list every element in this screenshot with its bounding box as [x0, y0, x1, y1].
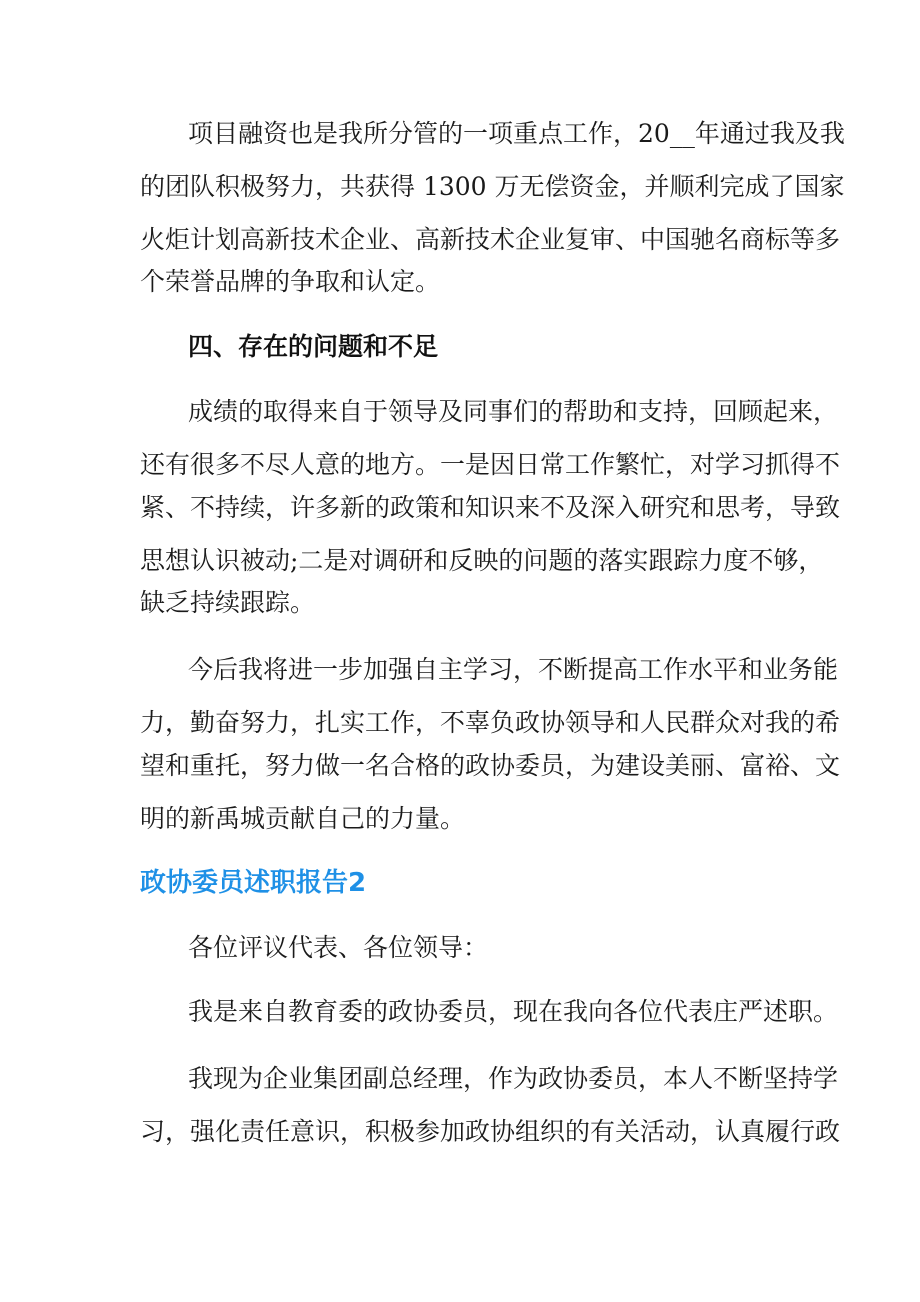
paragraph-line: 还有很多不尽人意的地方。一是因日常工作繁忙，对学习抓得不 — [140, 450, 841, 479]
greeting-line: 各位评议代表、各位领导： — [188, 933, 489, 962]
paragraph-line: 明的新禹城贡献自己的力量。 — [140, 804, 466, 833]
section-heading: 四、存在的问题和不足 — [188, 332, 439, 361]
paragraph-line: 成绩的取得来自于领导及同事们的帮助和支持，回顾起来， — [188, 397, 839, 426]
paragraph-line: 紧、不持续，许多新的政策和知识来不及深入研究和思考，导致 — [140, 493, 841, 522]
intro-line: 我是来自教育委的政协委员，现在我向各位代表庄严述职。 — [188, 997, 839, 1026]
paragraph-line: 缺乏持续跟踪。 — [140, 588, 316, 617]
paragraph-line: 项目融资也是我所分管的一项重点工作，20__年通过我及我 — [188, 119, 845, 148]
paragraph-line: 今后我将进一步加强自主学习，不断提高工作水平和业务能 — [188, 655, 839, 684]
paragraph-line: 习，强化责任意识，积极参加政协组织的有关活动，认真履行政 — [140, 1117, 841, 1146]
paragraph-line: 的团队积极努力，共获得 1300 万无偿资金，并顺利完成了国家 — [140, 172, 845, 201]
paragraph-line: 望和重托，努力做一名合格的政协委员，为建设美丽、富裕、文 — [140, 751, 841, 780]
paragraph-line: 火炬计划高新技术企业、高新技术企业复审、中国驰名商标等多 — [140, 225, 841, 254]
paragraph-line: 我现为企业集团副总经理，作为政协委员，本人不断坚持学 — [188, 1064, 839, 1093]
report-title: 政协委员述职报告2 — [140, 868, 367, 898]
paragraph-line: 力，勤奋努力，扎实工作，不辜负政协领导和人民群众对我的希 — [140, 708, 841, 737]
paragraph-line: 思想认识被动;二是对调研和反映的问题的落实跟踪力度不够， — [140, 546, 824, 575]
paragraph-line: 个荣誉品牌的争取和认定。 — [140, 267, 441, 296]
